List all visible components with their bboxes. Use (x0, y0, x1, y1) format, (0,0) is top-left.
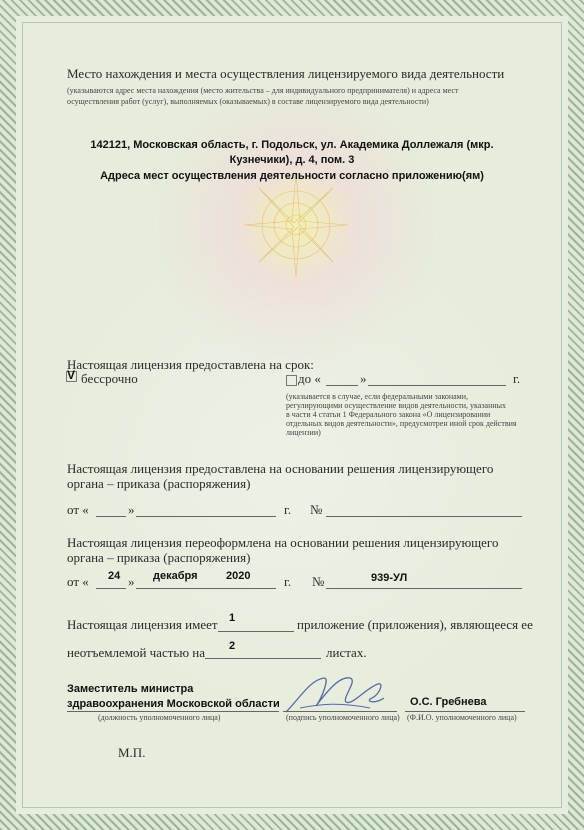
basis-year-suffix: г. (284, 502, 292, 517)
name-line (405, 711, 525, 712)
reissue-month-line (136, 588, 276, 589)
name-hint: (Ф.И.О. уполномоченного лица) (407, 713, 517, 722)
basis-from-mid: » (128, 502, 135, 517)
reissue-from-prefix: от « (67, 574, 89, 589)
basis-from-prefix: от « (67, 502, 89, 517)
until-month-line (368, 385, 506, 386)
reissue-day: 24 (108, 570, 121, 582)
attachment-prefix: Настоящая лицензия имеет (67, 617, 218, 632)
address-line-2: Кузнечики), д. 4, пом. 3 (229, 154, 355, 166)
attachment-sheets: 2 (229, 640, 236, 652)
reissue-day-line (96, 588, 126, 589)
reissue-from-mid: » (128, 574, 135, 589)
until-year-suffix: г. (513, 371, 521, 386)
term-note-5: лицензии) (286, 428, 321, 437)
position-line (67, 711, 279, 712)
attachment-count-line (218, 631, 294, 632)
signer-position-2: здравоохранения Московской области (67, 698, 280, 710)
reissue-year: 2020 (226, 570, 251, 582)
location-heading: Место нахождения и места осуществления лицензируемого вида деятельности (67, 66, 505, 81)
until-checkbox[interactable] (286, 375, 297, 386)
basis-number-label: № (310, 502, 323, 517)
signer-position-1: Заместитель министра (67, 683, 194, 695)
term-note-3: в части 4 статьи 1 Федерального закона «О лицензировании (286, 410, 491, 419)
term-note-1: (указывается в случае, если федеральными законами, (286, 392, 469, 401)
reissue-number: 939-УЛ (371, 572, 408, 584)
position-hint: (должность уполномоченного лица) (98, 713, 221, 722)
signature-line (283, 711, 397, 712)
address-note: Адреса мест осуществления деятельности согласно приложению(ям) (100, 170, 484, 182)
attachment-count: 1 (229, 612, 236, 624)
attachment-sheets-line (205, 658, 321, 659)
signer-name: О.С. Гребнева (410, 696, 487, 708)
basis-month-line (136, 516, 276, 517)
attachment-line2-prefix: неотъемлемой частью на (67, 645, 206, 660)
attachment-suffix: приложение (приложения), являющееся ее (297, 617, 533, 632)
until-mid: » (360, 371, 367, 386)
attachment-line2-suffix: листах. (326, 645, 367, 660)
reissue-number-label: № (312, 574, 325, 589)
reissue-line-1: Настоящая лицензия переоформлена на основании решения лицензирующего (67, 535, 499, 550)
basis-line-2: органа – приказа (распоряжения) (67, 476, 251, 491)
reissue-year-suffix: г. (284, 574, 292, 589)
check-mark: V (67, 368, 76, 382)
address-line-1: 142121, Московская область, г. Подольск, ул. Академика Доллежаля (мкр. (90, 139, 494, 151)
term-heading: Настоящая лицензия предоставлена на срок: (67, 357, 314, 372)
basis-day-line (96, 516, 126, 517)
until-prefix: до « (298, 371, 321, 386)
reissue-month: декабря (153, 570, 198, 582)
reissue-number-line (326, 588, 522, 589)
rosette-ornament (236, 165, 356, 285)
term-note-4: отдельных видов деятельности», предусмотрен иной срок действия (286, 419, 517, 428)
stamp-place-label: М.П. (118, 745, 146, 760)
location-hint-1: (указываются адрес места нахождения (место жительства – для индивидуального предпринимателя) и адреса мест (67, 86, 459, 95)
signature-hint: (подпись уполномоченного лица) (286, 713, 400, 722)
until-day-line (326, 385, 358, 386)
term-note-2: регулирующими осуществление видов деятельности, указанных (286, 401, 507, 410)
location-hint-2: осуществления работ (услуг), выполняемых (оказываемых) в составе лицензируемого вида деятельности) (67, 97, 429, 106)
reissue-line-2: органа – приказа (распоряжения) (67, 550, 251, 565)
indefinite-label: бессрочно (81, 371, 138, 386)
basis-number-line (326, 516, 522, 517)
basis-line-1: Настоящая лицензия предоставлена на основании решения лицензирующего (67, 461, 494, 476)
